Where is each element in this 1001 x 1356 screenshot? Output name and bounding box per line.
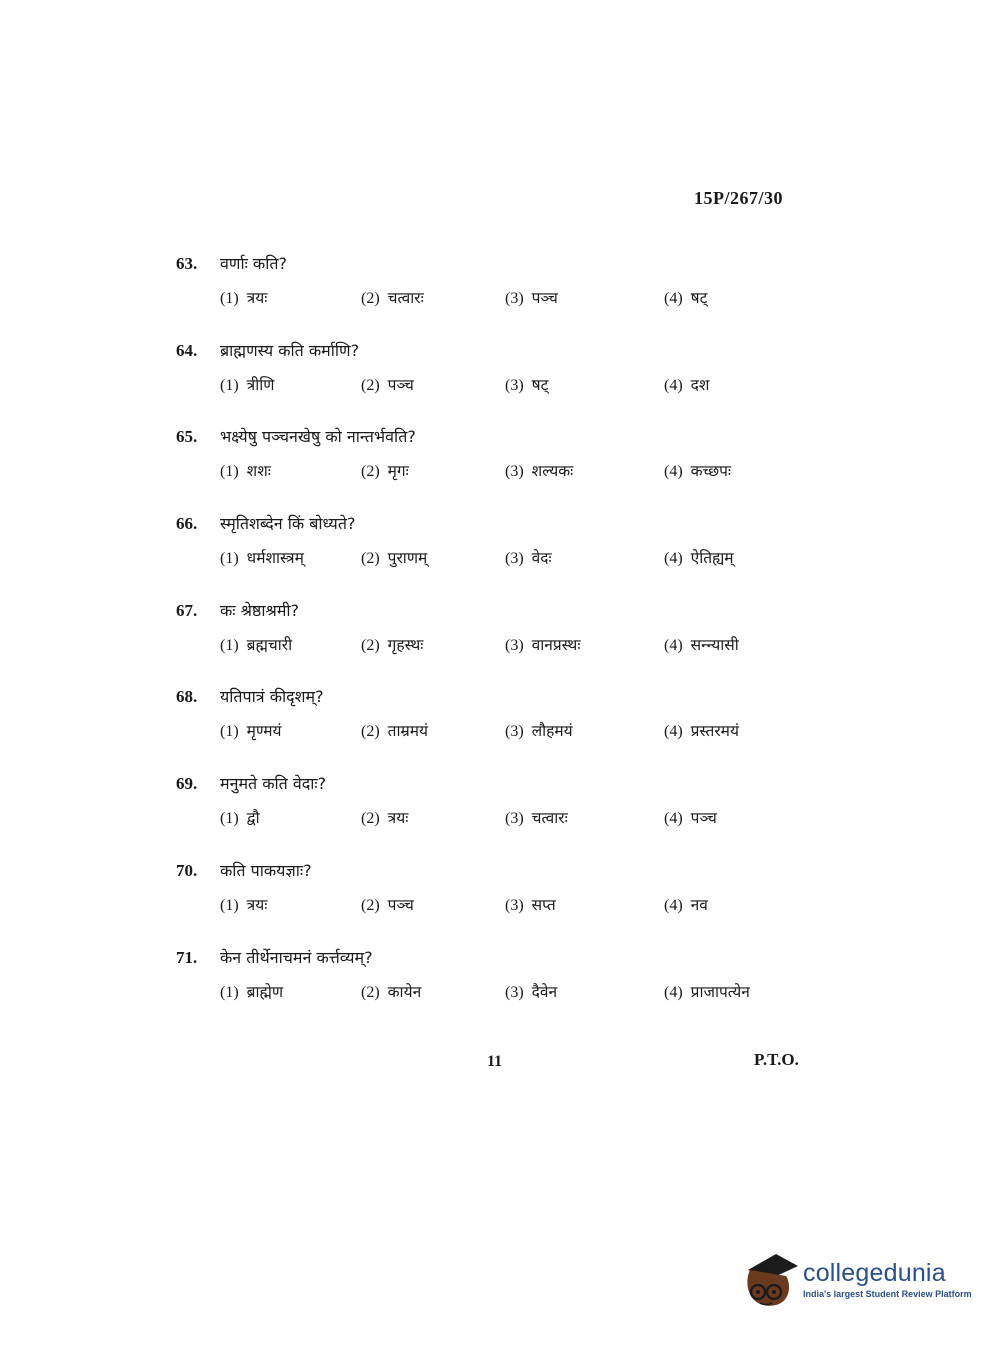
question-line [176,772,816,804]
option-item [505,459,664,481]
option-number: (2) [361,290,380,307]
option-item [505,633,664,655]
option-number: (2) [361,723,380,741]
option-text: त्रयः [246,289,268,307]
option-item [220,980,361,1002]
question-number: 66. [176,514,198,534]
option-number: (3) [505,550,524,568]
option-number: (3) [505,723,524,741]
option-number: (4) [664,636,683,654]
question-number: 68. [176,687,198,707]
option-item [664,546,784,568]
option-number: (1) [220,723,239,741]
page-number: 11 [487,1053,503,1070]
question-item [176,599,816,686]
option-row [220,286,816,308]
question-line [176,599,816,631]
option-text: षट् [690,289,708,307]
option-text: द्वौ [246,809,260,828]
option-item [361,719,505,741]
option-text: त्रीणि [246,375,275,394]
option-text: चत्वारः [531,809,568,828]
option-number: (2) [361,983,380,1001]
watermark-tagline: India's largest Student Review Platform [803,1289,972,1299]
option-text: धर्मशास्त्रम् [246,549,304,568]
option-item [505,806,664,828]
option-text: पञ्च [387,895,414,914]
option-item [664,373,784,395]
option-number: (1) [220,290,239,307]
option-row [220,980,816,1002]
question-number: 67. [176,600,198,620]
option-text: दश [690,375,710,394]
option-row [220,546,816,568]
option-text: पुराणम् [387,549,428,568]
option-number: (3) [505,636,524,654]
question-text: केन तीर्थेनाचमनं कर्त्तव्यम्? [220,947,373,967]
question-line [176,512,816,544]
question-text: वर्णाः कति? [220,254,287,273]
option-number: (1) [220,810,239,828]
question-text: मनुमते कति वेदाः? [220,774,327,794]
option-text: ताम्रमयं [387,722,429,741]
option-item [220,893,361,915]
option-item [505,546,664,568]
option-number: (2) [361,810,380,828]
watermark-brand: collegedunia [803,1259,946,1287]
option-text: षट् [531,375,549,394]
option-text: वानप्रस्थः [531,635,581,654]
option-item [220,806,361,828]
option-number: (4) [664,290,683,307]
option-item [505,719,664,741]
question-number: 71. [176,947,198,967]
option-text: शशः [246,462,271,481]
question-line [176,685,816,717]
option-item [361,546,505,568]
option-text: कच्छपः [690,462,732,481]
paper-code: 15P/267/30 [694,188,783,208]
option-number: (4) [664,376,683,394]
question-line [176,252,816,284]
option-number: (4) [664,463,683,481]
question-number: 63. [176,254,198,273]
option-item [505,893,664,915]
option-number: (2) [361,376,380,394]
option-text: लौहमयं [531,722,573,741]
option-item [361,459,505,481]
option-number: (4) [664,723,683,741]
option-text: पञ्च [531,289,558,307]
option-text: गृहस्थः [387,635,424,654]
question-item [176,685,816,772]
option-item [505,980,664,1002]
option-text: मृगः [387,462,409,481]
option-number: (2) [361,636,380,654]
option-text: नव [690,895,708,914]
question-item [176,772,816,859]
option-item [664,719,784,741]
option-number: (3) [505,290,524,307]
option-text: दैवेन [531,982,558,1001]
option-number: (4) [664,896,683,914]
question-number: 69. [176,774,198,794]
option-number: (3) [505,983,524,1001]
option-item [220,719,361,741]
collegedunia-watermark [742,1248,972,1310]
option-number: (1) [220,376,239,394]
question-text: कः श्रेष्ठाश्रमी? [220,600,300,620]
option-row [220,633,816,655]
option-item [361,286,505,308]
option-text: ब्रह्मचारी [246,635,293,654]
option-item [220,546,361,568]
option-item [220,633,361,655]
question-text: स्मृतिशब्देन किं बोध्यते? [220,514,356,534]
question-line [176,339,816,371]
option-item [664,286,784,308]
question-line [176,859,816,891]
option-text: त्रयः [246,895,268,914]
option-text: चत्वारः [387,289,424,307]
option-item [361,806,505,828]
option-text: शल्यकः [531,462,574,481]
option-number: (1) [220,983,239,1001]
option-text: प्रस्तरमयं [690,722,739,741]
question-item [176,252,816,339]
option-row [220,459,816,481]
option-item [505,373,664,395]
option-number: (1) [220,636,239,654]
option-number: (4) [664,983,683,1001]
option-number: (3) [505,376,524,394]
option-text: त्रयः [387,809,409,828]
question-line [176,946,816,978]
option-text: पञ्च [387,375,414,394]
option-item [361,633,505,655]
collegedunia-logo-icon [742,1248,800,1310]
question-item [176,859,816,946]
option-number: (1) [220,463,239,481]
option-text: सप्त [531,895,556,914]
option-item [664,893,784,915]
option-number: (4) [664,550,683,568]
option-item [505,286,664,308]
option-item [664,980,784,1002]
option-item [220,373,361,395]
option-row [220,893,816,915]
option-item [361,893,505,915]
option-number: (3) [505,463,524,481]
option-text: ऐतिह्यम् [690,549,734,568]
option-text: मृण्मयं [246,722,282,741]
option-text: प्राजापत्येन [690,982,750,1001]
option-item [664,806,784,828]
question-text: कति पाकयज्ञाः? [220,860,312,880]
option-row [220,806,816,828]
option-number: (3) [505,810,524,828]
question-line [176,425,816,457]
option-row [220,719,816,741]
question-item [176,946,816,1033]
option-item [664,459,784,481]
question-text: ब्राह्मणस्य कति कर्माणि? [220,340,360,360]
option-text: वेदः [531,549,552,568]
option-text: ब्राह्मेण [246,982,284,1001]
question-text: भक्ष्येषु पञ्चनखेषु को नान्तर्भवति? [220,427,416,447]
question-item [176,339,816,426]
question-number: 70. [176,860,198,880]
option-number: (2) [361,550,380,568]
option-text: कायेन [387,982,422,1001]
option-number: (2) [361,896,380,914]
option-item [220,459,361,481]
question-number: 64. [176,340,198,360]
option-text: सन्न्यासी [690,635,739,654]
question-number: 65. [176,427,198,447]
option-item [361,980,505,1002]
option-row [220,373,816,395]
option-item [220,286,361,308]
option-number: (1) [220,550,239,568]
question-item [176,512,816,599]
option-item [664,633,784,655]
option-text: पञ्च [690,809,717,828]
option-number: (3) [505,896,524,914]
question-item [176,425,816,512]
option-item [361,373,505,395]
pto-label: P.T.O. [754,1050,799,1069]
option-number: (2) [361,463,380,481]
question-text: यतिपात्रं कीदृशम्? [220,687,324,707]
option-number: (4) [664,810,683,828]
question-list [176,252,816,1032]
option-number: (1) [220,896,239,914]
